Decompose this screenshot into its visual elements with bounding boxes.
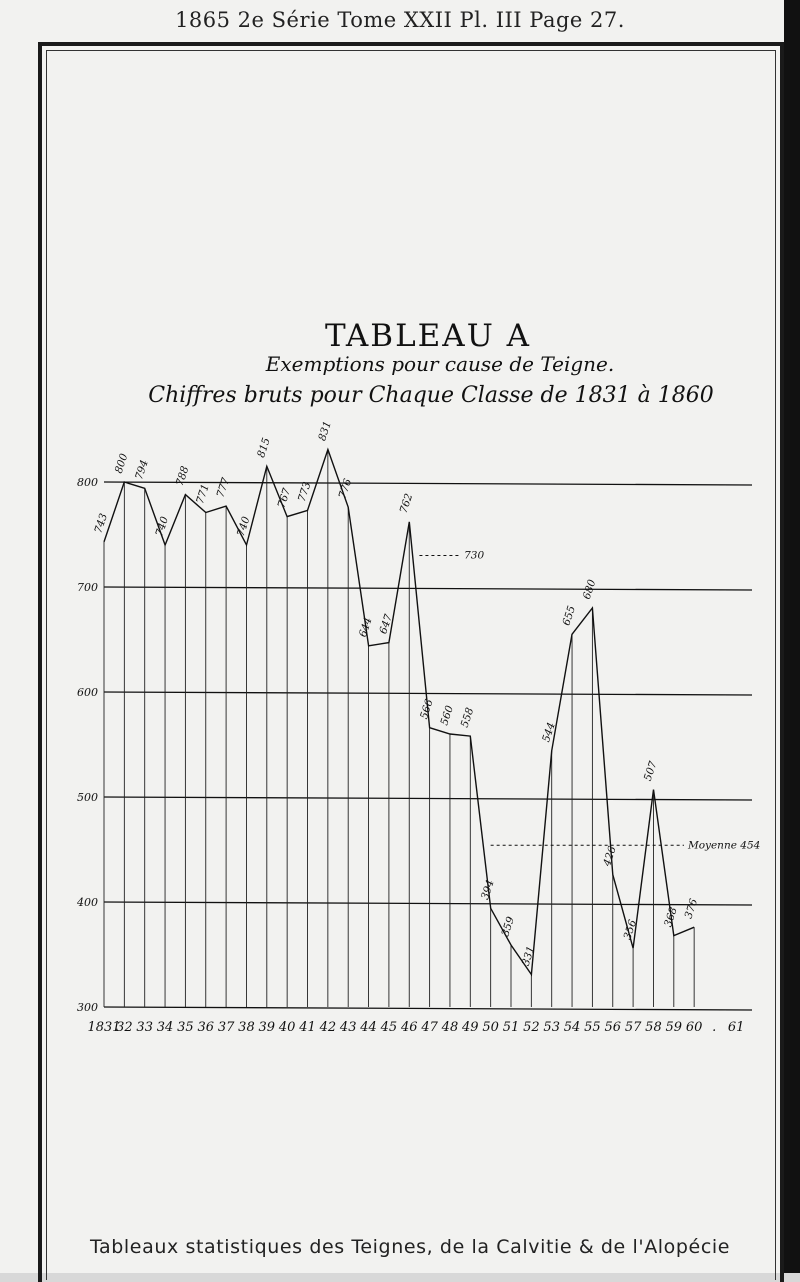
x-tick-label-29: 60 xyxy=(685,1020,703,1035)
grid-horizontal xyxy=(104,482,752,1010)
x-tick-label-28: 59 xyxy=(665,1020,683,1035)
x-tick-label-18: 49 xyxy=(462,1020,479,1035)
x-tick-label-21: 52 xyxy=(523,1020,540,1035)
data-label-1833: 794 xyxy=(133,458,151,482)
data-label-1857: 356 xyxy=(621,918,640,942)
data-label-1832: 800 xyxy=(112,452,131,475)
x-tick-label-6: 37 xyxy=(217,1020,235,1035)
gridline-y-300 xyxy=(104,1007,752,1010)
chart-title: TABLEAU A xyxy=(324,318,532,354)
y-tick-label-700: 700 xyxy=(77,581,98,594)
data-label-1835: 788 xyxy=(173,464,192,488)
y-axis-labels xyxy=(76,476,98,1014)
data-label-1842: 831 xyxy=(316,419,334,443)
data-label-1834: 740 xyxy=(153,515,172,538)
data-label-1848: 560 xyxy=(438,704,456,727)
x-tick-label-12: 43 xyxy=(339,1020,357,1035)
x-tick-label-20: 51 xyxy=(502,1020,520,1035)
x-tick-label-5: 36 xyxy=(197,1020,215,1035)
x-tick-label-26: 57 xyxy=(624,1020,642,1035)
x-tick-label-15: 46 xyxy=(400,1020,418,1035)
data-label-1831: 743 xyxy=(92,512,111,535)
data-label-1846: 762 xyxy=(397,492,416,515)
x-tick-label-25: 56 xyxy=(604,1020,622,1035)
data-label-1844: 644 xyxy=(356,615,375,639)
x-tick-label-2: 33 xyxy=(136,1020,153,1035)
data-label-1859: 368 xyxy=(662,905,680,929)
data-label-1836: 771 xyxy=(194,482,212,506)
data-label-1849: 558 xyxy=(458,706,477,730)
page-header: 1865 2e Série Tome XXII Pl. III Page 27. xyxy=(175,8,625,32)
x-tick-label-19: 50 xyxy=(482,1020,499,1035)
x-tick-label-16: 47 xyxy=(421,1020,438,1035)
x-tick-label-27: 58 xyxy=(645,1020,662,1035)
data-label-1839: 815 xyxy=(255,436,273,460)
page-footer: Tableaux statistiques des Teignes, de la Calvitie & de l'Alopécie xyxy=(89,1236,731,1258)
gridline-y-600 xyxy=(104,692,752,695)
x-tick-label-10: 41 xyxy=(299,1020,316,1035)
x-tick-label-7: 38 xyxy=(238,1020,255,1035)
x-tick-label-24: 55 xyxy=(584,1020,601,1035)
data-label-1858: 507 xyxy=(641,759,660,783)
x-tick-label-1: 32 xyxy=(116,1020,133,1035)
x-tick-label-3: 34 xyxy=(156,1020,174,1035)
x-tick-label-23: 54 xyxy=(563,1020,581,1035)
y-tick-label-300: 300 xyxy=(77,1001,98,1014)
x-tick-label-13: 44 xyxy=(360,1020,377,1035)
data-label-1856: 426 xyxy=(601,844,619,868)
x-tick-label-9: 40 xyxy=(278,1020,296,1035)
data-label-1855: 680 xyxy=(580,578,599,601)
data-label-1860: 376 xyxy=(682,897,701,921)
series-line xyxy=(104,450,694,975)
data-label-1838: 740 xyxy=(234,515,253,538)
x-tick-label-8: 39 xyxy=(258,1020,276,1035)
x-tick-label-4: 35 xyxy=(177,1020,194,1035)
data-label-1841: 773 xyxy=(295,480,314,504)
gridline-y-700 xyxy=(104,587,752,590)
data-label-1854: 655 xyxy=(560,604,579,628)
data-label-1840: 767 xyxy=(275,486,294,510)
y-tick-label-600: 600 xyxy=(77,686,98,699)
data-label-1843: 776 xyxy=(336,477,355,501)
y-tick-label-800: 800 xyxy=(77,476,98,489)
y-tick-label-400: 400 xyxy=(77,896,98,909)
x-tick-label-30: . xyxy=(712,1020,717,1035)
x-tick-label-11: 42 xyxy=(319,1020,337,1035)
data-label-1850: 394 xyxy=(479,878,497,902)
x-tick-label-17: 48 xyxy=(441,1020,459,1035)
x-tick-label-14: 45 xyxy=(380,1020,398,1035)
y-tick-label-500: 500 xyxy=(77,791,98,804)
data-label-1851: 359 xyxy=(499,915,518,938)
x-tick-label-0: 1831 xyxy=(87,1020,121,1035)
chart-subtitle: Exemptions pour cause de Teigne. xyxy=(265,352,615,376)
x-axis-labels xyxy=(87,1020,744,1035)
annotation-label-0: 730 xyxy=(464,549,485,562)
chart-subtitle-2: Chiffres bruts pour Chaque Classe de 1831 à 1860 xyxy=(148,383,714,408)
series-layer xyxy=(104,450,694,975)
annotation-label-1: Moyenne 454 xyxy=(687,839,761,852)
grid-vertical xyxy=(104,449,694,1007)
data-label-1845: 647 xyxy=(377,612,395,636)
data-label-1837: 777 xyxy=(214,476,233,500)
gridline-y-400 xyxy=(104,902,752,905)
data-label-1852: 331 xyxy=(519,944,538,968)
data-label-1853: 544 xyxy=(540,720,558,744)
x-tick-label-31: 61 xyxy=(727,1020,745,1035)
x-tick-label-22: 53 xyxy=(543,1020,560,1035)
data-label-1847: 566 xyxy=(418,697,436,721)
